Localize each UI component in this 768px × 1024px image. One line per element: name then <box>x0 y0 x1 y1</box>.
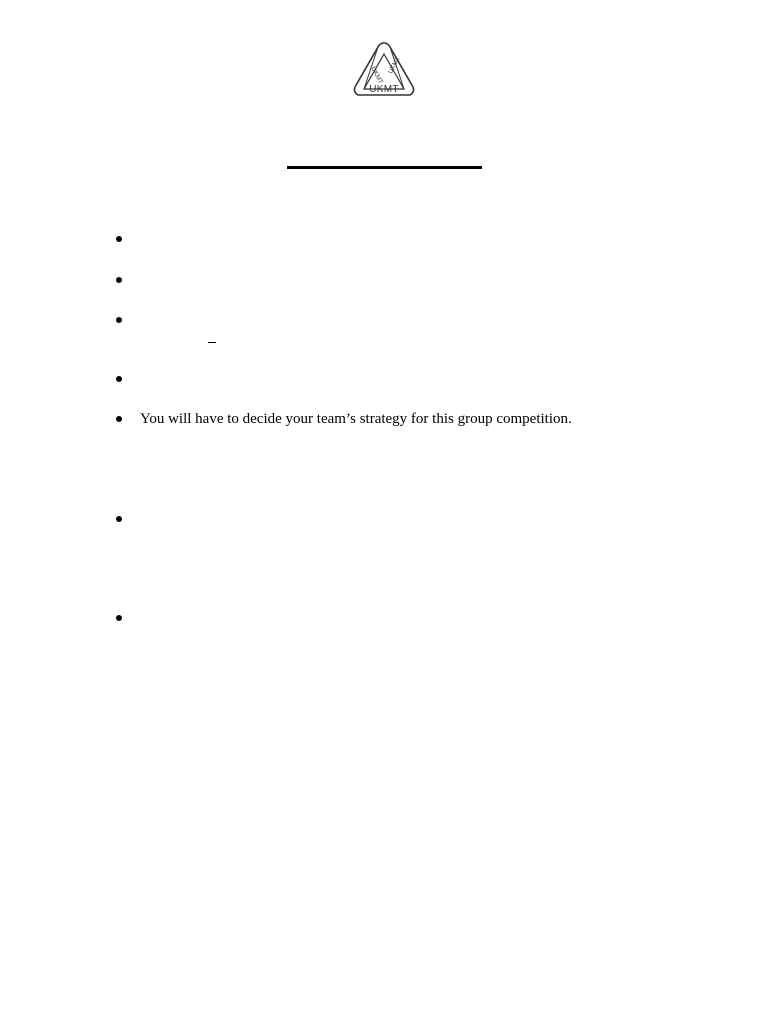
bullet-icon <box>116 277 122 283</box>
logo-band-right: UKMT <box>387 55 402 76</box>
bullet-icon <box>116 516 122 522</box>
logo-caption: UKMT <box>369 84 399 95</box>
bullet-icon <box>116 416 122 422</box>
bullet-icon <box>116 615 122 621</box>
bullet-icon <box>116 376 122 382</box>
bullet-icon <box>116 317 122 323</box>
list-item-text: You will have to decide your team’s strategy for this group competition. <box>140 411 572 427</box>
bullet-icon <box>116 236 122 242</box>
title-underline <box>287 166 482 169</box>
logo-band-left: UKMT <box>369 65 385 86</box>
dash-mark <box>208 342 216 343</box>
ukmt-logo <box>350 40 418 100</box>
